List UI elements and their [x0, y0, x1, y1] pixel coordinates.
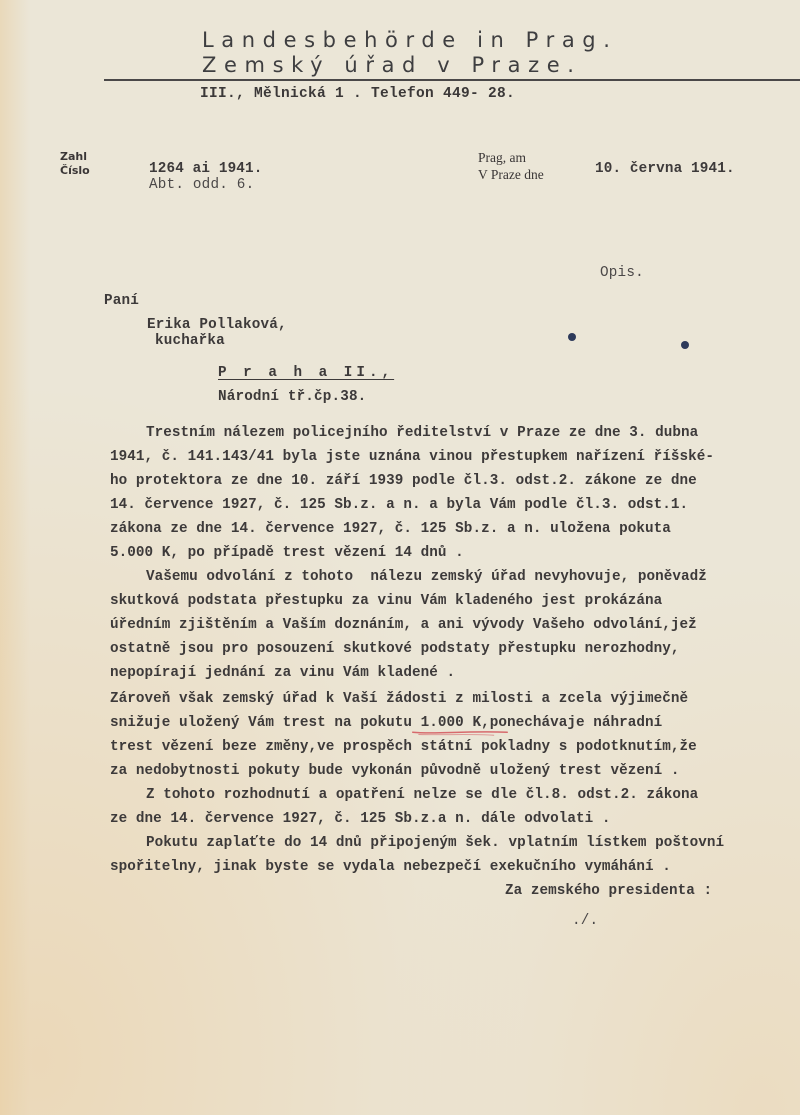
- body-line: skutková podstata přestupku za vinu Vám kladeného jest prokázána: [110, 593, 663, 609]
- reference-number: 1264 ai 1941.: [149, 161, 263, 177]
- recipient-name: Erika Pollaková,: [147, 317, 287, 333]
- body-line: Z tohoto rozhodnutí a opatření nelze se dle čl.8. odst.2. zákona: [146, 787, 699, 803]
- body-line: 14. července 1927, č. 125 Sb.z. a n. a byla Vám podle čl.3. odst.1.: [110, 497, 689, 513]
- recipient-salutation: Paní: [104, 293, 139, 309]
- body-line: zákona ze dne 14. července 1927, č. 125 Sb.z. a n. uložena pokuta: [110, 521, 671, 537]
- body-line: nepopírají jednání za vinu Vám kladené .: [110, 665, 456, 681]
- body-line: Vašemu odvolání z tohoto nálezu zemský úřad nevyhovuje, poněvadž: [146, 569, 707, 585]
- recipient-city: P r a h a II.,: [218, 365, 395, 381]
- place-label-de: Prag, am: [478, 150, 526, 165]
- recipient-occupation: kuchařka: [155, 333, 225, 349]
- ink-dot: [681, 341, 689, 349]
- body-line: Trestním nálezem policejního ředitelství v Praze ze dne 3. dubna: [146, 425, 699, 441]
- letterhead-czech: Zemský úřad v Praze.: [202, 53, 582, 77]
- body-line: úředním zjištěním a Vaším doznáním, a ani vývody Vašeho odvolání,jež: [110, 617, 697, 633]
- signature-mark: ./.: [572, 913, 599, 929]
- body-line: Pokutu zaplaťte do 14 dnů připojeným šek. vplatním lístkem poštovní: [146, 835, 725, 851]
- body-line: za nedobytnosti pokuty bude vykonán původně uložený trest vězení .: [110, 763, 680, 779]
- letterhead-german: Landesbehörde in Prag.: [202, 28, 618, 52]
- body-line: 1941, č. 141.143/41 byla jste uznána vinou přestupkem nařízení říšské-: [110, 449, 715, 465]
- ink-dot: [568, 333, 576, 341]
- closing-line: Za zemského presidenta :: [505, 883, 713, 899]
- reference-label-de: Zahl: [60, 150, 88, 163]
- body-line: ho protektora ze dne 10. září 1939 podle čl.3. odst.2. zákone ze dne: [110, 473, 697, 489]
- letterhead-address: III., Mělnická 1 . Telefon 449- 28.: [200, 86, 516, 102]
- letter-date: 10. června 1941.: [595, 161, 735, 177]
- body-line: spořitelny, jinak byste se vydala nebezpečí exekučního vymáhání .: [110, 859, 671, 875]
- red-pencil-underline: [395, 730, 525, 736]
- body-line: Zároveň však zemský úřad k Vaší žádosti z milosti a zcela výjimečně: [110, 691, 689, 707]
- letterhead-rule: [104, 79, 800, 81]
- body-line: ze dne 14. července 1927, č. 125 Sb.z.a n. dále odvolati .: [110, 811, 611, 827]
- body-line: 5.000 K, po případě trest vězení 14 dnů .: [110, 545, 464, 561]
- reference-label-cz: Číslo: [60, 164, 90, 177]
- reference-department: Abt. odd. 6.: [149, 177, 255, 193]
- body-line: snižuje uložený Vám trest na pokutu 1.000 K,ponechávaje náhradní: [110, 715, 663, 731]
- body-line: ostatně jsou pro posouzení skutkové podstaty přestupku nerozhodny,: [110, 641, 680, 657]
- copy-mark: Opis.: [600, 265, 644, 281]
- recipient-street: Národní tř.čp.38.: [218, 389, 367, 405]
- place-label-cz: V Praze dne: [478, 167, 544, 182]
- body-line: trest vězení beze změny,ve prospěch státní pokladny s podotknutím,že: [110, 739, 697, 755]
